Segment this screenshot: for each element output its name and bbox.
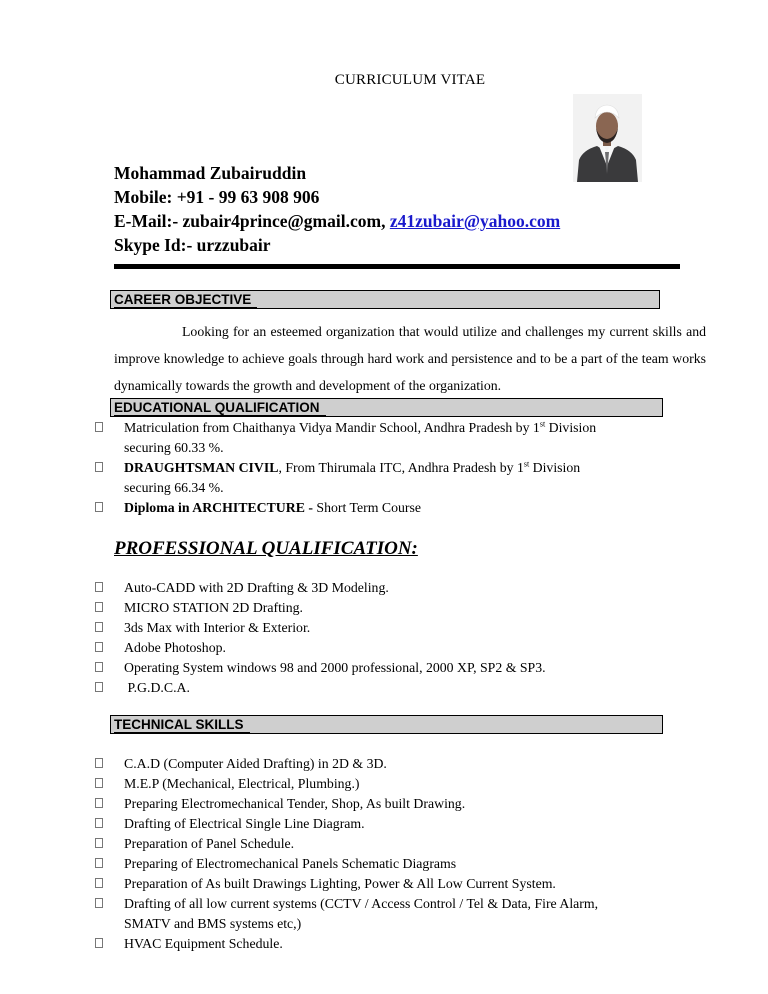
list-item: P.G.D.C.A. [0,678,546,698]
bullet-icon [95,858,103,868]
bullet-icon [95,602,103,612]
education-title: EDUCATIONAL QUALIFICATION [114,400,326,416]
bullet-icon [95,662,103,672]
career-objective-title: CAREER OBJECTIVE [114,292,257,308]
profile-photo [573,94,642,182]
list-item: Preparing of Electromechanical Panels Schematic Diagrams [0,854,598,874]
list-item: Preparation of Panel Schedule. [0,834,598,854]
contact-email [114,211,560,232]
email-link[interactable]: z41zubair@yahoo.com [389,211,561,231]
bullet-icon [95,798,103,808]
bullet-icon [95,878,103,888]
email-primary: E-Mail:- zubair4prince@gmail.com, [114,211,390,231]
list-item: Drafting of Electrical Single Line Diagram. [0,814,598,834]
list-item: Preparation of As built Drawings Lighting, Power & All Low Current System. [0,874,598,894]
list-item: Drafting of all low current systems (CCTV / Access Control / Tel & Data, Fire Alarm, SMATV and BMS systems etc,) [0,894,598,934]
list-item: Operating System windows 98 and 2000 professional, 2000 XP, SP2 & SP3. [0,658,546,678]
bullet-icon [95,422,103,432]
bullet-icon [95,898,103,908]
contact-name: Mohammad Zubairuddin [114,163,307,183]
list-item: MICRO STATION 2D Drafting. [0,598,546,618]
bullet-icon [95,938,103,948]
bullet-icon [95,778,103,788]
bullet-icon [95,642,103,652]
bullet-icon [95,818,103,828]
bullet-icon [95,582,103,592]
header-divider [114,264,680,269]
list-item: HVAC Equipment Schedule. [0,934,598,954]
bullet-icon [95,682,103,692]
career-objective-heading [110,290,660,309]
contact-skype: Skype Id:- urzzubair [114,235,271,255]
professional-qualification-heading: PROFESSIONAL QUALIFICATION: [114,538,418,559]
list-item: C.A.D (Computer Aided Drafting) in 2D & 3D. [0,754,598,774]
list-item: Preparing Electromechanical Tender, Shop, As built Drawing. [0,794,598,814]
technical-list [0,754,598,954]
bullet-icon [95,622,103,632]
bullet-icon [95,838,103,848]
list-item: M.E.P (Mechanical, Electrical, Plumbing.) [0,774,598,794]
education-heading [110,398,663,417]
career-objective-paragraph: Looking for an esteemed organization that would utilize and challenges my current skills and improve knowledge to achieve goals through hard work and persistence and to be a part of the team works dynamically towards the growth and development of the organization. [114,324,706,393]
list-item: 3ds Max with Interior & Exterior. [0,618,546,638]
bullet-icon [95,758,103,768]
list-item: Diploma in ARCHITECTURE - Short Term Course [0,498,596,518]
document-title: CURRICULUM VITAE [334,72,486,88]
technical-skills-title: TECHNICAL SKILLS [114,717,250,733]
list-item: Adobe Photoshop. [0,638,546,658]
list-item: Matriculation from Chaithanya Vidya Mandir School, Andhra Pradesh by 1st Division securing 60.33 %. [0,418,596,458]
contact-mobile: Mobile: +91 - 99 63 908 906 [114,187,320,207]
professional-list [0,578,546,698]
bullet-icon [95,502,103,512]
list-item: Auto-CADD with 2D Drafting & 3D Modeling. [0,578,546,598]
technical-skills-heading [110,715,663,734]
list-item: DRAUGHTSMAN CIVIL, From Thirumala ITC, Andhra Pradesh by 1st Division securing 66.34 %. [0,458,596,498]
education-list [0,418,596,518]
career-objective-text [114,318,706,399]
bullet-icon [95,462,103,472]
